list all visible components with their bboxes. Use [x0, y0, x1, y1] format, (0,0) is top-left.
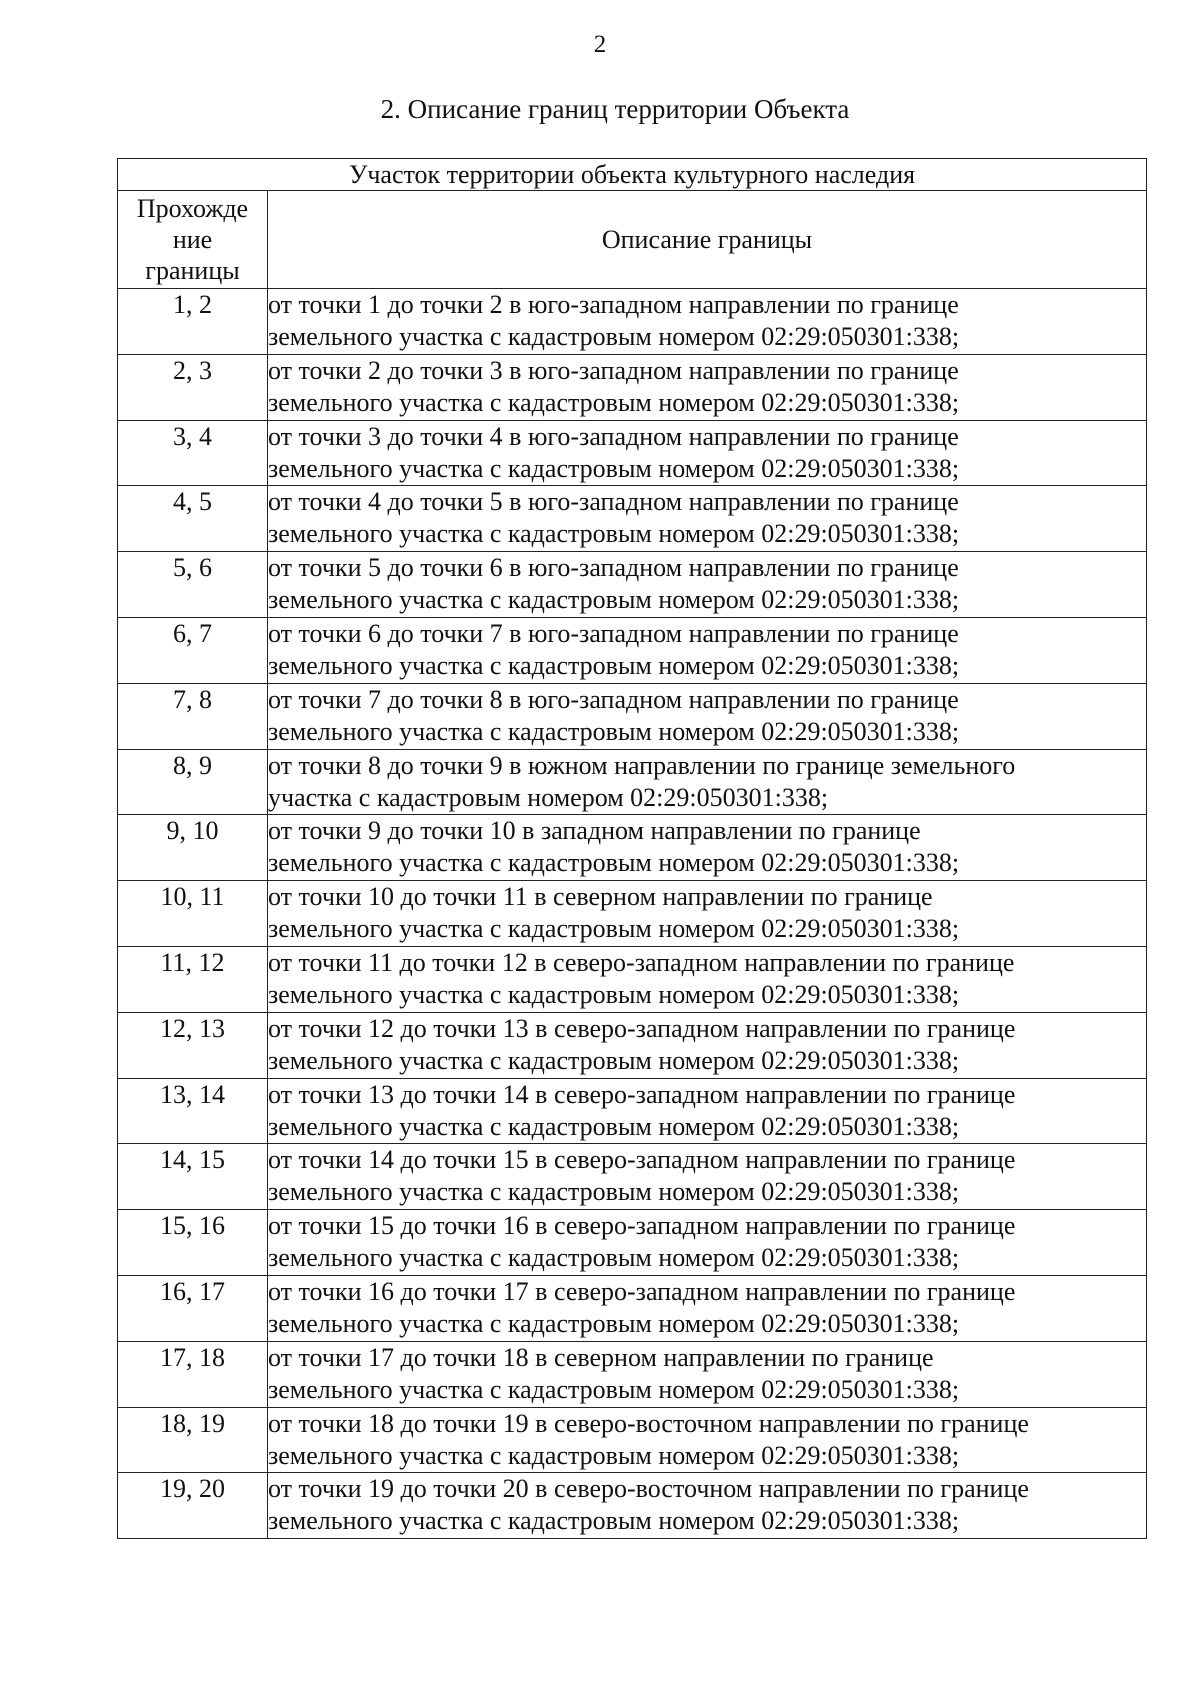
description-line: от точки 5 до точки 6 в юго-западном направлении по границе	[268, 553, 959, 583]
boundary-passage-cell: 14, 15	[118, 1144, 268, 1210]
boundary-passage-cell: 7, 8	[118, 683, 268, 749]
table-row	[118, 1210, 1147, 1276]
table-row	[118, 289, 1147, 355]
table-row	[118, 486, 1147, 552]
section-header: Участок территории объекта культурного наследия	[118, 159, 1147, 191]
table-row	[118, 1012, 1147, 1078]
boundary-description-cell	[268, 1210, 1147, 1276]
description-line: от точки 3 до точки 4 в юго-западном направлении по границе	[268, 421, 959, 451]
description-line: от точки 19 до точки 20 в северо-восточном направлении по границе	[268, 1474, 1029, 1504]
description-line: от точки 9 до точки 10 в западном направлении по границе	[268, 816, 921, 846]
description-line: от точки 12 до точки 13 в северо-западном направлении по границе	[268, 1013, 1016, 1043]
boundary-passage-cell: 18, 19	[118, 1407, 268, 1473]
description-line: от точки 13 до точки 14 в северо-западном направлении по границе	[268, 1079, 1016, 1109]
boundary-passage-cell: 17, 18	[118, 1341, 268, 1407]
column-header-passage-line: границы	[145, 256, 240, 285]
description-line: от точки 2 до точки 3 в юго-западном направлении по границе	[268, 355, 959, 385]
boundary-passage-cell: 8, 9	[118, 749, 268, 815]
table-body	[118, 289, 1147, 1539]
description-line: земельного участка с кадастровым номером 02:29:050301:338;	[268, 1045, 960, 1075]
boundary-description-cell	[268, 749, 1147, 815]
boundary-passage-cell: 5, 6	[118, 552, 268, 618]
boundary-description-cell	[268, 1275, 1147, 1341]
description-line: земельного участка с кадастровым номером 02:29:050301:338;	[268, 979, 960, 1009]
description-line: земельного участка с кадастровым номером 02:29:050301:338;	[268, 1440, 960, 1470]
description-line: земельного участка с кадастровым номером 02:29:050301:338;	[268, 650, 960, 680]
description-line: от точки 4 до точки 5 в юго-западном направлении по границе	[268, 487, 959, 517]
description-line: земельного участка с кадастровым номером 02:29:050301:338;	[268, 1506, 960, 1536]
table-row	[118, 881, 1147, 947]
description-line: от точки 8 до точки 9 в южном направлении по границе земельного	[268, 750, 1016, 780]
description-line: земельного участка с кадастровым номером 02:29:050301:338;	[268, 1111, 960, 1141]
boundary-description-cell	[268, 552, 1147, 618]
description-line: участка с кадастровым номером 02:29:050301:338;	[268, 782, 829, 812]
table-row	[118, 552, 1147, 618]
table-row	[118, 1341, 1147, 1407]
boundary-description-cell	[268, 1473, 1147, 1539]
boundary-passage-cell: 12, 13	[118, 1012, 268, 1078]
description-line: земельного участка с кадастровым номером 02:29:050301:338;	[268, 387, 960, 417]
section-header-row	[118, 159, 1147, 191]
description-line: от точки 14 до точки 15 в северо-западном направлении по границе	[268, 1145, 1016, 1175]
column-header-row	[118, 191, 1147, 289]
boundary-description-cell	[268, 420, 1147, 486]
description-line: земельного участка с кадастровым номером 02:29:050301:338;	[268, 716, 960, 746]
boundary-passage-cell: 10, 11	[118, 881, 268, 947]
page-number: 2	[593, 31, 607, 58]
table-row	[118, 1407, 1147, 1473]
boundary-passage-cell: 15, 16	[118, 1210, 268, 1276]
description-line: от точки 1 до точки 2 в юго-западном направлении по границе	[268, 290, 959, 319]
boundary-description-cell	[268, 1144, 1147, 1210]
boundary-passage-cell: 1, 2	[118, 289, 268, 355]
description-line: земельного участка с кадастровым номером 02:29:050301:338;	[268, 914, 960, 944]
column-header-passage-line: Прохожде	[136, 194, 249, 223]
boundary-passage-cell: 2, 3	[118, 354, 268, 420]
document-title: 2. Описание границ территории Объекта	[380, 94, 850, 124]
boundary-description-cell	[268, 946, 1147, 1012]
description-line: от точки 16 до точки 17 в северо-западном направлении по границе	[268, 1276, 1016, 1306]
boundary-passage-cell: 13, 14	[118, 1078, 268, 1144]
boundary-description-cell	[268, 617, 1147, 683]
boundary-description-cell	[268, 486, 1147, 552]
description-line: от точки 7 до точки 8 в юго-западном направлении по границе	[268, 684, 959, 714]
description-line: от точки 10 до точки 11 в северном направлении по границе	[268, 882, 933, 912]
boundary-passage-cell: 4, 5	[118, 486, 268, 552]
table-row	[118, 749, 1147, 815]
table-row	[118, 420, 1147, 486]
boundary-description-cell	[268, 881, 1147, 947]
boundary-description-cell	[268, 815, 1147, 881]
description-line: земельного участка с кадастровым номером 02:29:050301:338;	[268, 1308, 960, 1338]
boundary-description-cell	[268, 1407, 1147, 1473]
boundary-passage-cell: 6, 7	[118, 617, 268, 683]
description-line: земельного участка с кадастровым номером 02:29:050301:338;	[268, 848, 960, 878]
boundary-description-cell	[268, 1341, 1147, 1407]
boundary-passage-cell: 9, 10	[118, 815, 268, 881]
description-line: от точки 15 до точки 16 в северо-западном направлении по границе	[268, 1211, 1016, 1241]
boundary-passage-cell: 16, 17	[118, 1275, 268, 1341]
boundary-description-cell	[268, 354, 1147, 420]
boundary-description-cell	[268, 289, 1147, 355]
description-line: земельного участка с кадастровым номером 02:29:050301:338;	[268, 519, 960, 549]
description-line: земельного участка с кадастровым номером 02:29:050301:338;	[268, 585, 960, 615]
description-line: земельного участка с кадастровым номером 02:29:050301:338;	[268, 453, 960, 483]
description-line: от точки 17 до точки 18 в северном направлении по границе	[268, 1342, 934, 1372]
table-row	[118, 1275, 1147, 1341]
boundary-description-cell	[268, 683, 1147, 749]
description-line: от точки 6 до точки 7 в юго-западном направлении по границе	[268, 618, 959, 648]
column-header-description: Описание границы	[268, 191, 1147, 289]
description-line: земельного участка с кадастровым номером 02:29:050301:338;	[268, 1177, 960, 1207]
boundary-passage-cell: 3, 4	[118, 420, 268, 486]
table-row	[118, 1144, 1147, 1210]
boundary-table	[117, 158, 1147, 1539]
boundary-description-cell	[268, 1012, 1147, 1078]
description-line: от точки 18 до точки 19 в северо-восточном направлении по границе	[268, 1408, 1029, 1438]
boundary-description-cell	[268, 1078, 1147, 1144]
table-row	[118, 354, 1147, 420]
table-row	[118, 1473, 1147, 1539]
column-header-passage-line: ние	[172, 225, 213, 254]
description-line: земельного участка с кадастровым номером 02:29:050301:338;	[268, 1243, 960, 1273]
table-row	[118, 815, 1147, 881]
description-line: от точки 11 до точки 12 в северо-западном направлении по границе	[268, 947, 1015, 977]
table-row	[118, 946, 1147, 1012]
table-row	[118, 617, 1147, 683]
table-row	[118, 683, 1147, 749]
description-line: земельного участка с кадастровым номером 02:29:050301:338;	[268, 1374, 960, 1404]
boundary-passage-cell: 11, 12	[118, 946, 268, 1012]
column-header-passage	[118, 191, 268, 289]
description-line: земельного участка с кадастровым номером 02:29:050301:338;	[268, 322, 960, 351]
table-row	[118, 1078, 1147, 1144]
boundary-passage-cell: 19, 20	[118, 1473, 268, 1539]
